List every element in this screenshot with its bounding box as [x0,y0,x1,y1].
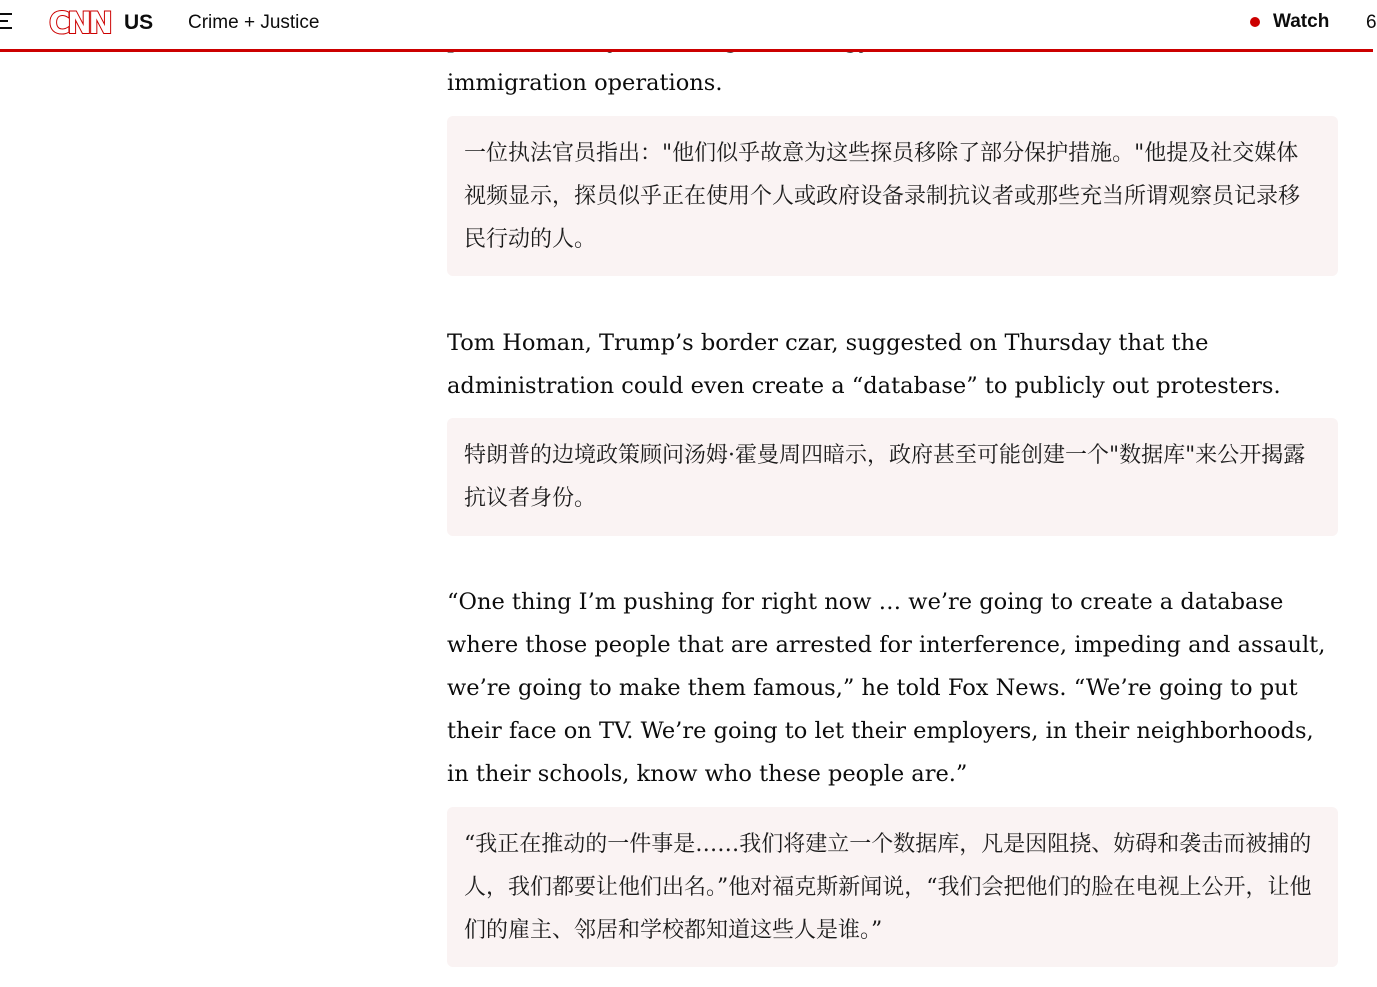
watch-button[interactable] [1250,8,1329,36]
article-paragraph: immigration operations. [447,70,723,96]
edition-link[interactable]: US [124,11,154,34]
cnn-logo[interactable] [49,5,110,41]
translation-block: “我正在推动的一件事是……我们将建立一个数据库，凡是因阻挠、妨碍和袭击而被捕的人，我们都要让他们出名。”他对福克斯新闻说，“我们会把他们的脸在电视上公开，让他们的雇主、邻居和学校都知道这些人是谁。” [447,807,1338,967]
section-link-crime-justice[interactable]: Crime + Justice [188,12,320,33]
watch-label: Watch [1273,11,1330,32]
truncated-header-item[interactable]: 6 [1366,12,1377,33]
site-header [0,0,1377,52]
translation-block: 一位执法官员指出："他们似乎故意为这些探员移除了部分保护措施。"他提及社交媒体视频显示，探员似乎正在使用个人或政府设备录制抗议者或那些充当所谓观察员记录移民行动的人。 [447,116,1338,276]
cnn-logo-text: CNN [49,6,110,40]
article-paragraph: “One thing I’m pushing for right now … we’re going to create a database where those people that are arrested for interference, impeding and assault, we’re going to make them famous,” he told Fox News. “We’re going to put their face on TV. We’re going to let their employers, in their neighborhoods, in their schools, know who these people are.” [447,589,1326,787]
translation-block: 特朗普的边境政策顾问汤姆·霍曼周四暗示，政府甚至可能创建一个"数据库"来公开揭露抗议者身份。 [447,418,1338,536]
article-paragraph: Tom Homan, Trump’s border czar, suggested on Thursday that the administration could even create a “database” to publicly out protesters. [447,330,1281,399]
live-dot-icon [1250,17,1260,27]
menu-icon[interactable] [0,11,12,31]
